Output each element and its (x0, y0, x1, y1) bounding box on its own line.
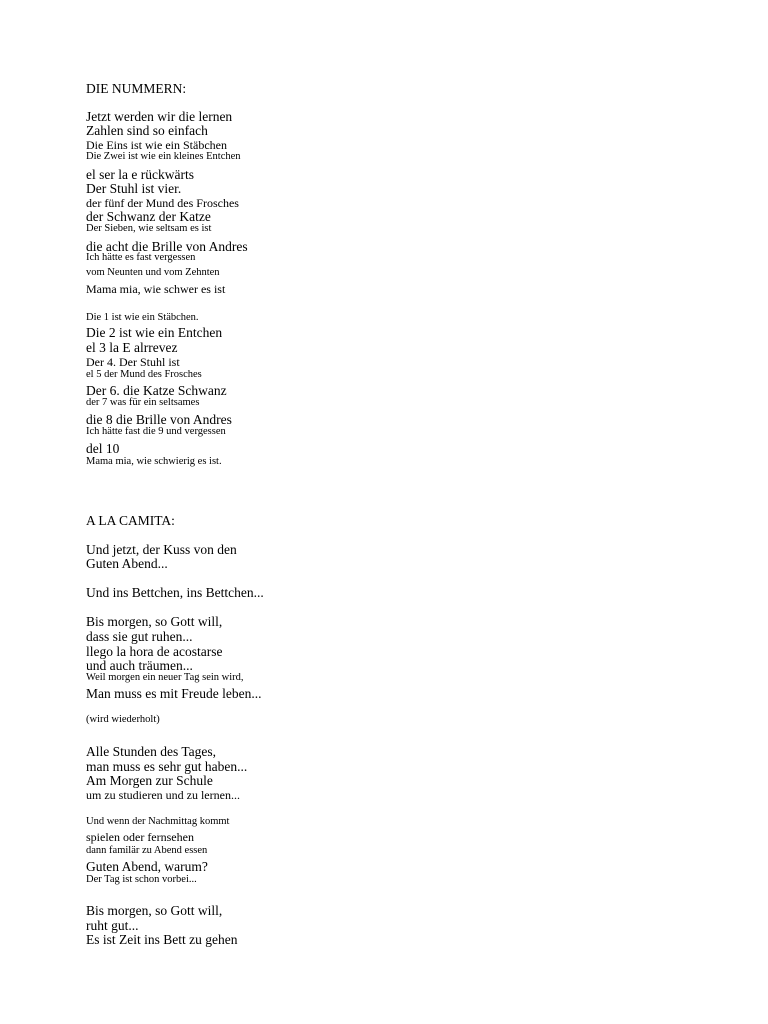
lyric-line: vom Neunten und vom Zehnten (86, 267, 220, 278)
lyric-line: Bis morgen, so Gott will, (86, 614, 223, 629)
lyric-line: Die 2 ist wie ein Entchen (86, 325, 223, 340)
lyric-line: ruht gut... (86, 918, 139, 933)
lyric-line: el 5 der Mund des Frosches (86, 369, 202, 380)
lyric-line: Der Sieben, wie seltsam es ist (86, 223, 212, 234)
lyric-line: die acht die Brille von Andres (86, 239, 248, 254)
lyric-line: Ich hätte es fast vergessen (86, 252, 196, 263)
lyric-line: um zu studieren und zu lernen... (86, 788, 240, 802)
lyric-line: dass sie gut ruhen... (86, 629, 193, 644)
lyric-line: Jetzt werden wir die lernen (86, 109, 233, 124)
lyric-line: Der 4. Der Stuhl ist (86, 355, 180, 369)
lyric-line: spielen oder fernsehen (86, 830, 194, 844)
lyric-line: Die 1 ist wie ein Stäbchen. (86, 312, 199, 323)
lyric-line: Alle Stunden des Tages, (86, 744, 217, 759)
repeat-note: (wird wiederholt) (86, 714, 160, 725)
lyric-line: el 3 la E alrrevez (86, 340, 178, 355)
lyric-line: Man muss es mit Freude leben... (86, 686, 262, 701)
lyric-line: llego la hora de acostarse (86, 644, 223, 659)
lyric-line: Und wenn der Nachmittag kommt (86, 816, 230, 827)
lyric-line: Weil morgen ein neuer Tag sein wird, (86, 672, 244, 683)
lyric-line: Und ins Bettchen, ins Bettchen... (86, 585, 264, 600)
lyric-line: Die Zwei ist wie ein kleines Entchen (86, 151, 241, 162)
lyric-line: der Schwanz der Katze (86, 209, 211, 224)
section-title-camita: A LA CAMITA: (86, 513, 175, 528)
lyric-line: Es ist Zeit ins Bett zu gehen (86, 932, 238, 947)
lyric-line: Mama mia, wie schwierig es ist. (86, 456, 222, 467)
lyric-line: dann familär zu Abend essen (86, 845, 208, 856)
lyric-line: Ich hätte fast die 9 und vergessen (86, 426, 226, 437)
lyric-line: Mama mia, wie schwer es ist (86, 282, 226, 296)
lyric-line: Und jetzt, der Kuss von den (86, 542, 237, 557)
section-title-nummern: DIE NUMMERN: (86, 81, 187, 96)
lyric-line: Der Stuhl ist vier. (86, 181, 182, 196)
lyric-line: del 10 (86, 441, 120, 456)
lyric-line: Der Tag ist schon vorbei... (86, 874, 197, 885)
lyric-line: die 8 die Brille von Andres (86, 412, 232, 427)
lyric-line: der 7 was für ein seltsames (86, 397, 200, 408)
lyric-line: und auch träumen... (86, 658, 193, 673)
lyric-line: Der 6. die Katze Schwanz (86, 383, 227, 398)
lyric-line: man muss es sehr gut haben... (86, 759, 248, 774)
lyric-line: Guten Abend... (86, 556, 168, 571)
lyric-line: Guten Abend, warum? (86, 859, 208, 874)
lyric-line: Am Morgen zur Schule (86, 773, 213, 788)
lyric-line: der fünf der Mund des Frosches (86, 196, 239, 210)
lyric-line: el ser la e rückwärts (86, 167, 194, 182)
lyric-line: Die Eins ist wie ein Stäbchen (86, 138, 227, 152)
lyric-line: Bis morgen, so Gott will, (86, 903, 223, 918)
lyric-line: Zahlen sind so einfach (86, 123, 208, 138)
